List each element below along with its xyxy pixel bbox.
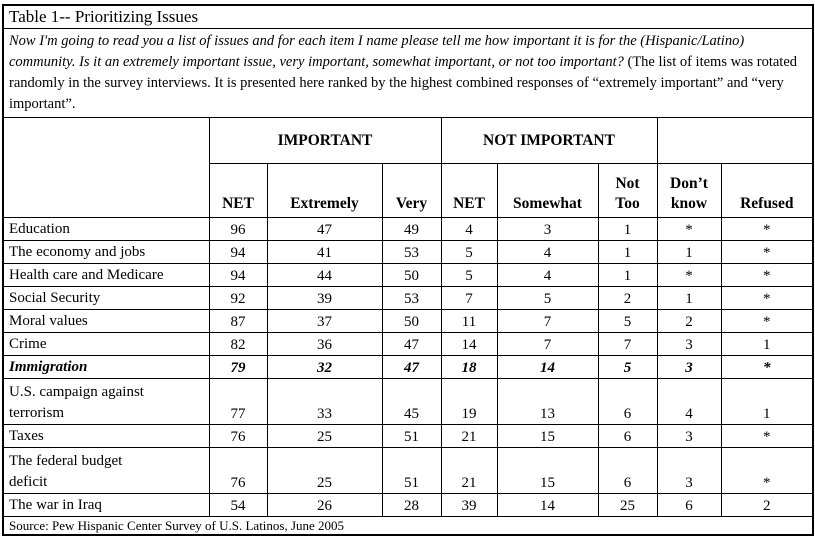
- cell: 94: [209, 264, 267, 287]
- cell: 47: [267, 218, 382, 241]
- cell: 4: [657, 379, 721, 425]
- cell: 39: [441, 494, 497, 517]
- cell: 1: [598, 218, 657, 241]
- cell: 21: [441, 425, 497, 448]
- cell: *: [721, 264, 813, 287]
- cell: 4: [441, 218, 497, 241]
- row-label: Moral values: [3, 310, 209, 333]
- cell: 28: [382, 494, 441, 517]
- cell: 32: [267, 356, 382, 379]
- table-row: [3, 425, 813, 448]
- cell: 19: [441, 379, 497, 425]
- cell: 53: [382, 241, 441, 264]
- col-refused: Refused: [721, 164, 813, 218]
- cell: 87: [209, 310, 267, 333]
- cell: 36: [267, 333, 382, 356]
- cell: 14: [441, 333, 497, 356]
- cell: 3: [657, 425, 721, 448]
- row-label: Crime: [3, 333, 209, 356]
- col-net-not-important: NET: [441, 164, 497, 218]
- cell: 41: [267, 241, 382, 264]
- intro-question: Now I'm going to read you a list of issues and for each item I name please tell me how important it is for the (Hispanic/Latino) community. Is it an extremely important issue, very important, somewhat important, or not too important?: [9, 33, 745, 70]
- group-blank: [657, 118, 813, 164]
- cell: 76: [209, 448, 267, 494]
- cell: 33: [267, 379, 382, 425]
- cell: 77: [209, 379, 267, 425]
- table-row: [3, 310, 813, 333]
- table-row: [3, 494, 813, 517]
- cell: 26: [267, 494, 382, 517]
- col-dont-know: Don’t know: [657, 164, 721, 218]
- cell: 21: [441, 448, 497, 494]
- cell: 44: [267, 264, 382, 287]
- cell: 3: [657, 333, 721, 356]
- col-not-too: Not Too: [598, 164, 657, 218]
- cell: *: [721, 425, 813, 448]
- cell: *: [721, 218, 813, 241]
- cell: 1: [657, 241, 721, 264]
- cell: *: [721, 241, 813, 264]
- group-important: IMPORTANT: [209, 118, 441, 164]
- table-row: [3, 333, 813, 356]
- cell: 5: [441, 241, 497, 264]
- cell: 5: [441, 264, 497, 287]
- cell: 6: [657, 494, 721, 517]
- col-very: Very: [382, 164, 441, 218]
- cell: 2: [721, 494, 813, 517]
- cell: 6: [598, 448, 657, 494]
- cell: 76: [209, 425, 267, 448]
- label-column-header: [3, 118, 209, 218]
- cell: 50: [382, 264, 441, 287]
- table-intro: [3, 29, 813, 118]
- cell: 51: [382, 425, 441, 448]
- cell: 1: [721, 379, 813, 425]
- cell: 1: [721, 333, 813, 356]
- cell: 25: [267, 448, 382, 494]
- cell: 1: [657, 287, 721, 310]
- row-label: Social Security: [3, 287, 209, 310]
- cell: 50: [382, 310, 441, 333]
- cell: 51: [382, 448, 441, 494]
- table-row: [3, 379, 813, 425]
- cell: 47: [382, 333, 441, 356]
- cell: 7: [497, 333, 598, 356]
- cell: *: [721, 310, 813, 333]
- group-not-important: NOT IMPORTANT: [441, 118, 657, 164]
- cell: 15: [497, 425, 598, 448]
- cell: 2: [657, 310, 721, 333]
- cell: 3: [497, 218, 598, 241]
- cell: 39: [267, 287, 382, 310]
- cell: *: [721, 287, 813, 310]
- cell: 45: [382, 379, 441, 425]
- cell: 92: [209, 287, 267, 310]
- cell: 18: [441, 356, 497, 379]
- cell: 79: [209, 356, 267, 379]
- cell: 6: [598, 379, 657, 425]
- cell: 49: [382, 218, 441, 241]
- cell: 7: [441, 287, 497, 310]
- cell: 25: [598, 494, 657, 517]
- table-row-highlighted: [3, 356, 813, 379]
- table-row: [3, 218, 813, 241]
- cell: 1: [598, 264, 657, 287]
- cell: 13: [497, 379, 598, 425]
- cell: *: [721, 448, 813, 494]
- cell: 47: [382, 356, 441, 379]
- row-label: The federal budget deficit: [3, 448, 209, 494]
- row-label: Health care and Medicare: [3, 264, 209, 287]
- row-label: The war in Iraq: [3, 494, 209, 517]
- cell: 7: [497, 310, 598, 333]
- cell: 37: [267, 310, 382, 333]
- cell: 25: [267, 425, 382, 448]
- cell: 14: [497, 494, 598, 517]
- issues-table: [2, 4, 814, 536]
- col-somewhat: Somewhat: [497, 164, 598, 218]
- cell: 7: [598, 333, 657, 356]
- cell: *: [657, 218, 721, 241]
- cell: 94: [209, 241, 267, 264]
- table-row: [3, 264, 813, 287]
- cell: 5: [598, 356, 657, 379]
- cell: 14: [497, 356, 598, 379]
- table-row: [3, 448, 813, 494]
- row-label: U.S. campaign against terrorism: [3, 379, 209, 425]
- table-title: Table 1-- Prioritizing Issues: [3, 5, 813, 29]
- table-row: [3, 241, 813, 264]
- cell: 1: [598, 241, 657, 264]
- table-row: [3, 287, 813, 310]
- col-net-important: NET: [209, 164, 267, 218]
- cell: 5: [497, 287, 598, 310]
- row-label: Education: [3, 218, 209, 241]
- row-label: Immigration: [3, 356, 209, 379]
- group-header-row: [3, 118, 813, 164]
- cell: 11: [441, 310, 497, 333]
- cell: 6: [598, 425, 657, 448]
- cell: 2: [598, 287, 657, 310]
- cell: 3: [657, 448, 721, 494]
- cell: 3: [657, 356, 721, 379]
- cell: *: [721, 356, 813, 379]
- row-label: Taxes: [3, 425, 209, 448]
- cell: 4: [497, 264, 598, 287]
- cell: 5: [598, 310, 657, 333]
- cell: 82: [209, 333, 267, 356]
- cell: 96: [209, 218, 267, 241]
- source-note: Source: Pew Hispanic Center Survey of U.S. Latinos, June 2005: [3, 517, 813, 536]
- cell: *: [657, 264, 721, 287]
- intro-note: (The list of items was rotated randomly in the survey interviews. It is presented here ranked by the highest combined responses of “extremely important” and “very important”.: [9, 54, 798, 112]
- cell: 53: [382, 287, 441, 310]
- cell: 54: [209, 494, 267, 517]
- row-label: The economy and jobs: [3, 241, 209, 264]
- cell: 15: [497, 448, 598, 494]
- col-extremely: Extremely: [267, 164, 382, 218]
- cell: 4: [497, 241, 598, 264]
